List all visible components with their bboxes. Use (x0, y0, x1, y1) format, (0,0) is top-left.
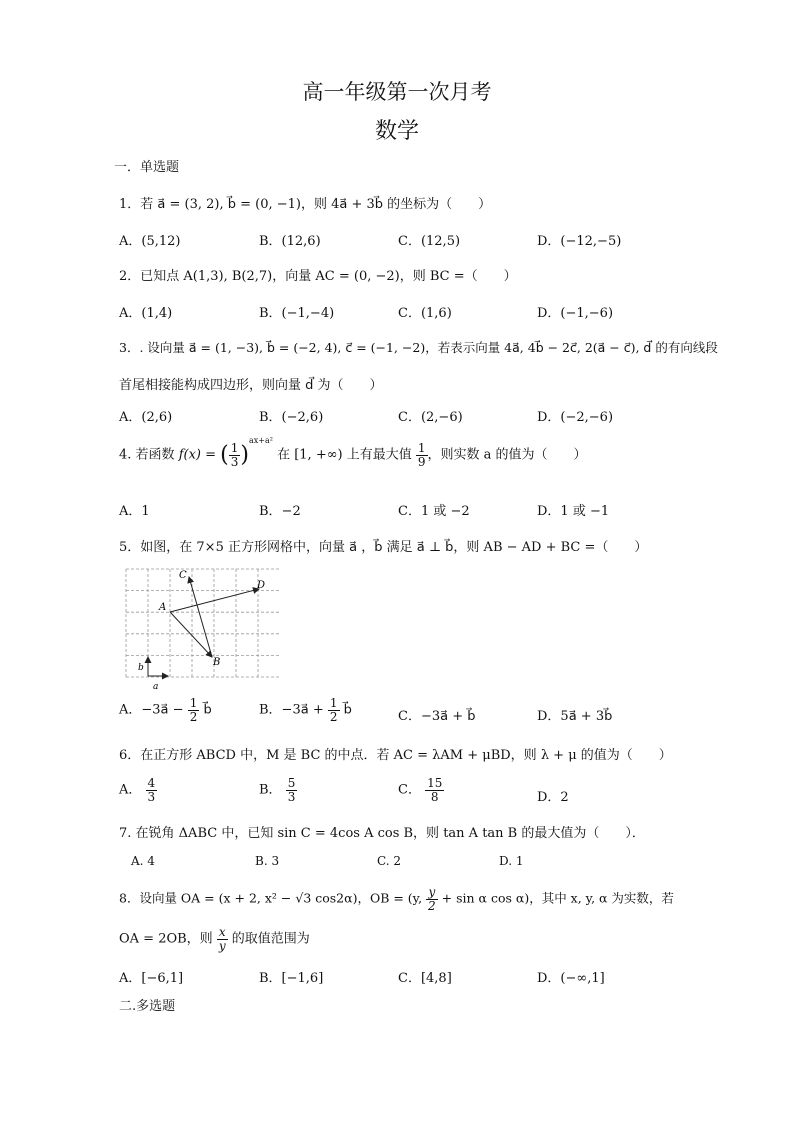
section-single-choice: 一．单选题 (114, 160, 180, 175)
q5-option-a[interactable] (119, 697, 212, 723)
q4-option-d[interactable]: D．1 或 −1 (537, 504, 610, 519)
q4-base-fraction: $\frac{1}{3}$ (230, 441, 239, 469)
q7-option-c[interactable]: C. 2 (377, 854, 402, 868)
question-5: 5．如图，在 7×5 正方形网格中，向量 a⃗ ，b⃗ 满足 a⃗ ⊥ b⃗，则 AB − AD + BC =（ ） (119, 540, 648, 555)
q6-option-b[interactable] (259, 777, 297, 803)
label-A: A (159, 602, 167, 613)
q5-option-a-half: $\frac{1}{2}$ (189, 696, 198, 724)
q6-option-d[interactable]: D．2 (537, 790, 569, 805)
question-7: 7. 在锐角 ΔABC 中，已知 sin C = 4cos A cos B，则 tan A tan B 的最大值为（ ）． (119, 826, 645, 841)
q1-option-b[interactable]: B．(12,6) (259, 234, 321, 249)
q2-option-b[interactable]: B．(−1,−4) (259, 306, 335, 321)
q1-option-d[interactable]: D．(−12,−5) (537, 234, 622, 249)
q4-option-a[interactable]: A．1 (119, 504, 150, 519)
q5-option-b-half: $\frac{1}{2}$ (329, 696, 338, 724)
q7-option-d[interactable]: D. 1 (499, 854, 524, 868)
q1-option-a[interactable]: A．(5,12) (119, 234, 181, 249)
q5-option-b[interactable] (259, 697, 352, 723)
q4-option-b[interactable]: B．−2 (259, 504, 301, 519)
page-title: 高一年级第一次月考 (302, 80, 492, 104)
q8-line1-post: + sin α cos α)，其中 x, y, α 为实数，若 (441, 890, 674, 906)
q4-exponent: ax+a² (248, 436, 273, 446)
q6-option-b-fraction: $\frac{5}{3}$ (287, 776, 296, 804)
q8-option-b[interactable]: B．[−1,6] (259, 971, 324, 986)
question-8-line-2 (119, 926, 310, 952)
q2-option-d[interactable]: D．(−1,−6) (537, 306, 614, 321)
q8-y-half: $\frac{y}{2}$ (428, 885, 436, 913)
q8-line2-post: 的取值范围为 (231, 931, 310, 947)
q4-paren-close: ) (240, 442, 249, 468)
q3-option-b[interactable]: B．(−2,6) (259, 410, 324, 425)
q4-suffix: ，则实数 a 的值为（ ） (427, 447, 587, 463)
q6-option-c[interactable] (398, 777, 444, 803)
q4-option-c[interactable]: C．1 或 −2 (398, 504, 470, 519)
q6-option-a-fraction: $\frac{4}{3}$ (147, 776, 156, 804)
q4-max-fraction: $\frac{1}{9}$ (417, 441, 426, 469)
q3-option-d[interactable]: D．(−2,−6) (537, 410, 614, 425)
vector-AD-arrow (170, 589, 259, 612)
subject-title: 数学 (374, 119, 419, 144)
q6-option-a-letter: A． (119, 782, 142, 798)
label-b: b (138, 663, 144, 673)
q5-option-b-pre: B．−3a⃗ + (259, 702, 324, 718)
q8-x-over-y: $\frac{x}{y}$ (218, 925, 226, 953)
q4-prefix: 4. 若函数 (119, 447, 175, 463)
q6-option-c-fraction: $\frac{15}{8}$ (427, 776, 443, 804)
label-B: B (213, 657, 221, 668)
q7-option-b[interactable]: B. 3 (255, 854, 280, 868)
q2-option-a[interactable]: A．(1,4) (119, 306, 173, 321)
q5-option-c[interactable]: C．−3a⃗ + b⃗ (398, 709, 476, 724)
q5-option-a-pre: A．−3a⃗ − (119, 702, 184, 718)
q2-option-c[interactable]: C．(1,6) (398, 306, 452, 321)
q8-option-c[interactable]: C．[4,8] (398, 971, 452, 986)
question-6: 6．在正方形 ABCD 中，M 是 BC 的中点．若 AC = λAM + μBD，则 λ + μ 的值为（ ） (119, 748, 672, 763)
label-a: a (153, 682, 159, 692)
q6-option-c-letter: C． (398, 782, 421, 798)
question-1: 1．若 a⃗ = (3, 2), b⃗ = (0, −1)，则 4a⃗ + 3b⃗ 的坐标为（ ） (119, 197, 492, 212)
question-3-line-1: 3．. 设向量 a⃗ = (1, −3), b⃗ = (−2, 4), c⃗ = (−1, −2)，若表示向量 4a⃗, 4b⃗ − 2c⃗, 2(a⃗ − c⃗), d⃗ 的有向线段 (119, 340, 718, 355)
q4-function: f(x) = (178, 447, 216, 463)
section-multi-choice: 二.多选题 (119, 999, 176, 1014)
q7-option-a[interactable]: A. 4 (131, 854, 155, 868)
q3-option-a[interactable]: A．(2,6) (119, 410, 173, 425)
q8-line2-pre: OA = 2OB，则 (119, 931, 213, 947)
q8-option-d[interactable]: D．(−∞,1] (537, 971, 605, 986)
question-2: 2．已知点 A(1,3), B(2,7)，向量 AC = (0, −2)，则 BC =（ ） (119, 269, 517, 284)
question-8-line-1 (119, 886, 674, 912)
q1-option-c[interactable]: C．(12,5) (398, 234, 461, 249)
q8-line1-pre: 8．设向量 OA = (x + 2, x² − √3 cos2α)，OB = (y, (119, 890, 423, 906)
q6-option-a[interactable] (119, 777, 157, 803)
q8-option-a[interactable]: A．[−6,1] (119, 971, 184, 986)
label-D: D (257, 580, 266, 591)
q4-mid: 在 [1, +∞) 上有最大值 (277, 447, 412, 463)
q6-option-b-letter: B． (259, 782, 282, 798)
q5-option-a-post: b⃗ (203, 702, 212, 718)
label-C: C (179, 570, 187, 581)
q5-grid-figure (119, 564, 279, 694)
q5-option-b-post: b⃗ (343, 702, 352, 718)
question-3-line-2: 首尾相接能构成四边形，则向量 d⃗ 为（ ） (119, 378, 383, 393)
question-4 (119, 436, 587, 469)
q3-option-c[interactable]: C．(2,−6) (398, 410, 463, 425)
q4-paren-open: ( (220, 442, 229, 468)
q5-option-d[interactable]: D．5a⃗ + 3b⃗ (537, 709, 613, 724)
